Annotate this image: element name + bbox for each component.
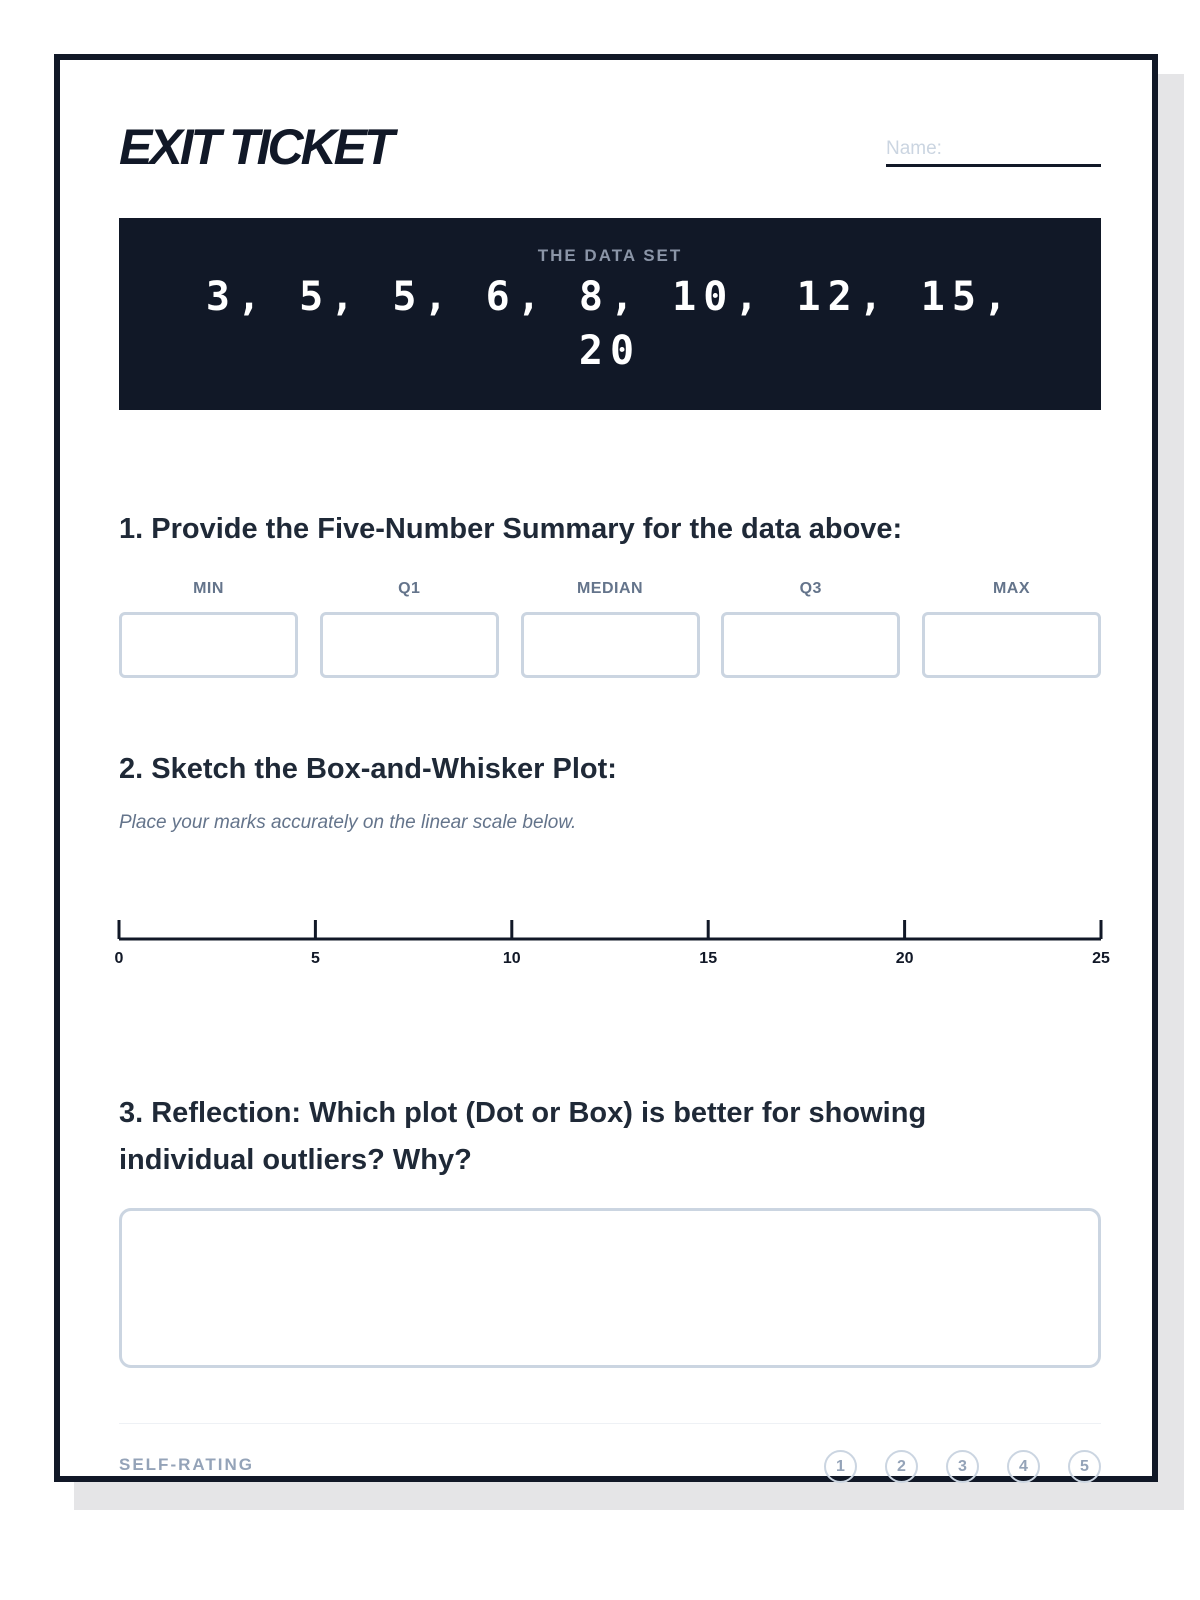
self-rating-label: SELF-RATING	[119, 1455, 255, 1474]
summary-cell-q3	[721, 580, 900, 678]
q3-label: Q3	[799, 580, 822, 597]
footer-divider	[119, 1423, 1101, 1424]
min-input[interactable]	[119, 612, 298, 678]
page-title: EXIT TICKET	[119, 119, 392, 175]
rating-option-4[interactable]: 4	[1007, 1450, 1040, 1483]
exit-ticket-card	[54, 54, 1158, 1482]
card-content	[114, 60, 1110, 1476]
max-label: MAX	[992, 580, 1031, 597]
median-label: MEDIAN	[576, 580, 644, 597]
summary-cell-min	[119, 580, 298, 678]
number-line-axis[interactable]	[107, 920, 1113, 980]
five-number-summary	[119, 580, 1101, 678]
q1-input[interactable]	[320, 612, 499, 678]
axis-ticks	[115, 920, 1110, 967]
summary-cell-median	[521, 580, 700, 678]
summary-cell-q1	[320, 580, 499, 678]
name-input[interactable]	[886, 136, 1101, 162]
axis-tick-label-15: 15	[699, 950, 718, 967]
rating-option-2[interactable]: 2	[885, 1450, 918, 1483]
data-set-label: THE DATA SET	[537, 246, 683, 265]
q3-input[interactable]	[721, 612, 900, 678]
rating-option-3[interactable]: 3	[946, 1450, 979, 1483]
axis-tick-label-20: 20	[895, 950, 914, 967]
question-2-hint: Place your marks accurately on the linear scale below.	[119, 812, 577, 833]
max-input[interactable]	[922, 612, 1101, 678]
name-field-wrapper	[886, 136, 1101, 167]
q1-label: Q1	[398, 580, 421, 597]
median-input[interactable]	[521, 612, 700, 678]
axis-tick-label-25: 25	[1092, 950, 1110, 967]
min-label: MIN	[193, 580, 224, 597]
data-set-values: 3, 5, 5, 6, 8, 10, 12, 15, 20	[205, 274, 1015, 374]
question-2: 2. Sketch the Box-and-Whisker Plot:	[119, 753, 617, 785]
question-3: 3. Reflection: Which plot (Dot or Box) is better for showing individual outliers? Why?	[119, 1097, 927, 1176]
axis-tick-label-5: 5	[310, 950, 320, 967]
self-rating-options	[824, 1450, 1101, 1483]
axis-tick-label-0: 0	[114, 950, 124, 967]
rating-option-1[interactable]: 1	[824, 1450, 857, 1483]
summary-cell-max	[922, 580, 1101, 678]
rating-option-5[interactable]: 5	[1068, 1450, 1101, 1483]
data-set-panel	[119, 218, 1101, 410]
axis-tick-label-10: 10	[502, 950, 521, 967]
reflection-answer[interactable]	[119, 1208, 1101, 1368]
question-1: 1. Provide the Five-Number Summary for the data above:	[119, 513, 903, 545]
